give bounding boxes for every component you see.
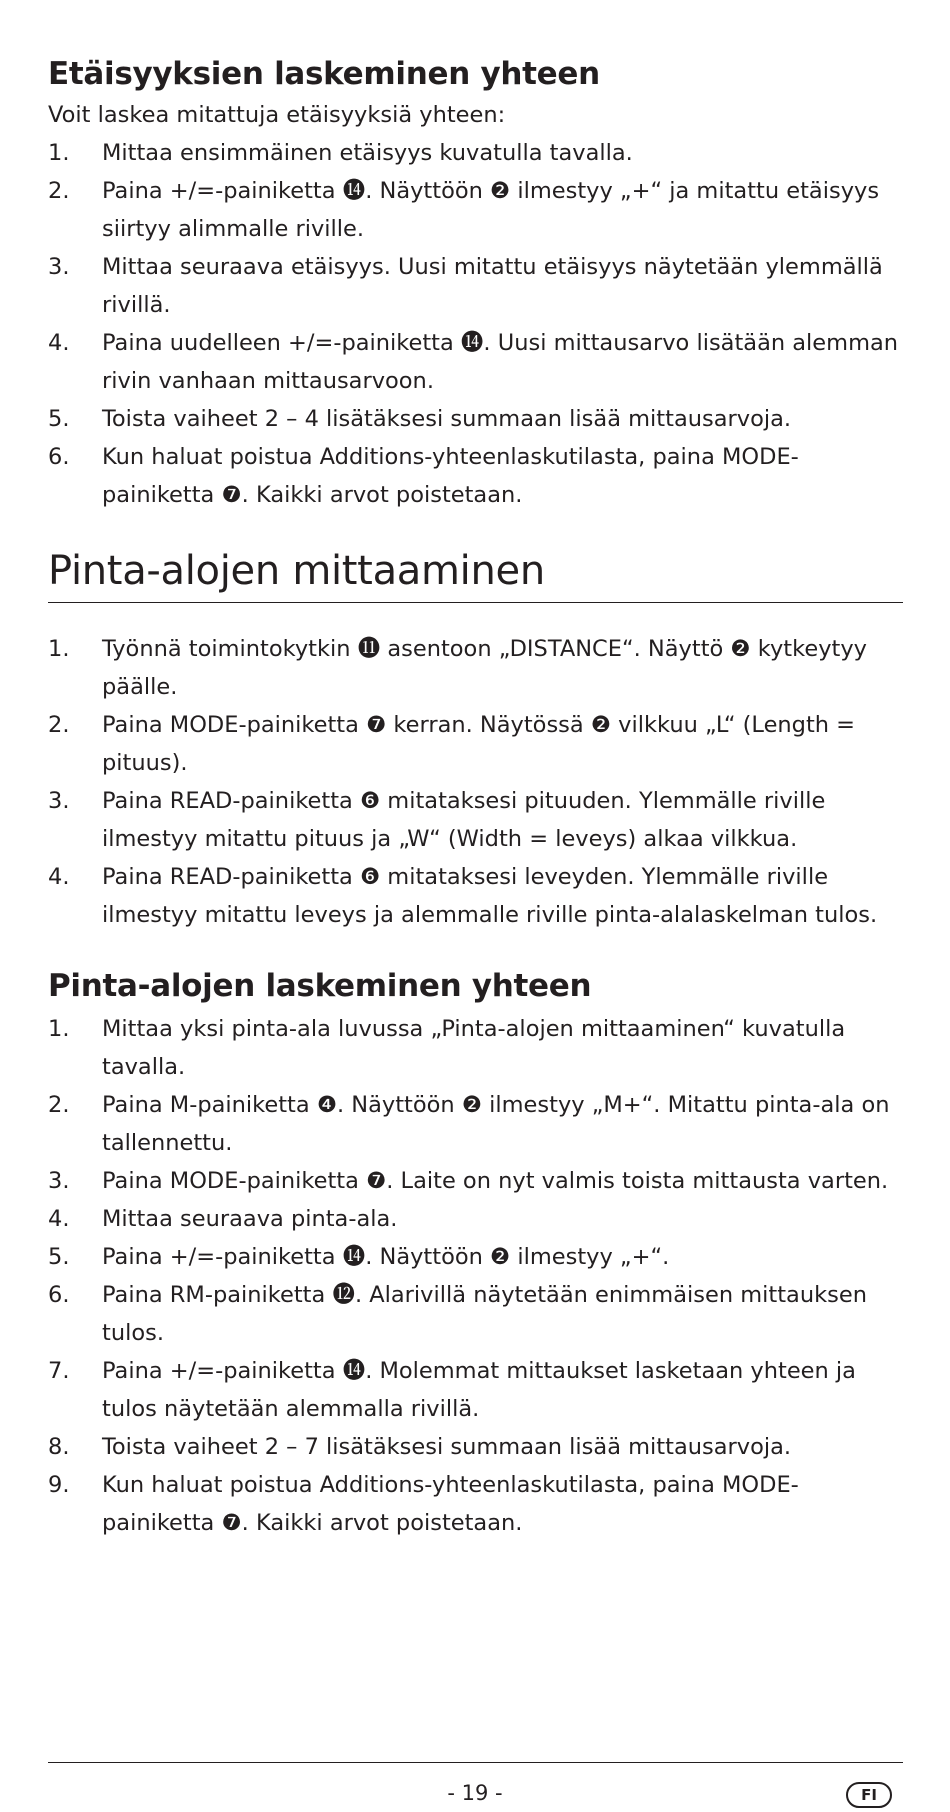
list-item: 9. Kun haluat poistua Additions-yhteenlaskutilasta, paina MODE-painiketta ❼. Kaikki arvot poistetaan.	[48, 1472, 799, 1536]
section-heading-distance-addition: Etäisyyksien laskeminen yhteen	[48, 56, 600, 92]
footer-divider	[48, 1762, 903, 1763]
section-heading-area-measurement: Pinta-alojen mittaaminen	[48, 548, 545, 594]
area-measurement-steps	[48, 630, 903, 934]
section-intro: Voit laskea mitattuja etäisyyksiä yhteen:	[48, 102, 506, 128]
area-addition-steps	[48, 1010, 903, 1542]
section-heading-area-addition: Pinta-alojen laskeminen yhteen	[48, 968, 592, 1004]
list-item: 1. Mittaa ensimmäinen etäisyys kuvatulla tavalla.	[48, 140, 633, 166]
list-item: 5. Paina +/=-painiketta ⓮. Näyttöön ❷ ilmestyy „+“.	[48, 1244, 670, 1270]
list-item: 1. Työnnä toimintokytkin ⓫ asentoon „DISTANCE“. Näyttö ❷ kytkeytyy päälle.	[48, 636, 867, 700]
list-item: 3. Mittaa seuraava etäisyys. Uusi mitattu etäisyys näytetään ylemmällä rivillä.	[48, 254, 883, 318]
list-item: 7. Paina +/=-painiketta ⓮. Molemmat mittaukset lasketaan yhteen ja tulos näytetään alemmalla rivillä.	[48, 1358, 856, 1422]
list-item: 1. Mittaa yksi pinta-ala luvussa „Pinta-alojen mittaaminen“ kuvatulla tavalla.	[48, 1016, 846, 1080]
list-item: 6. Kun haluat poistua Additions-yhteenlaskutilasta, paina MODE-painiketta ❼. Kaikki arvot poistetaan.	[48, 444, 799, 508]
list-item: 8. Toista vaiheet 2 – 7 lisätäksesi summaan lisää mittausarvoja.	[48, 1434, 792, 1460]
distance-addition-steps	[48, 134, 903, 514]
list-item: 3. Paina READ-painiketta ❻ mitataksesi pituuden. Ylemmälle riville ilmestyy mitattu pituus ja „W“ (Width = leveys) alkaa vilkkua.	[48, 788, 826, 852]
list-item: 2. Paina +/=-painiketta ⓮. Näyttöön ❷ ilmestyy „+“ ja mitattu etäisyys siirtyy alimmalle riville.	[48, 178, 880, 242]
list-item: 4. Paina uudelleen +/=-painiketta ⓮. Uusi mittausarvo lisätään alemman rivin vanhaan mittausarvoon.	[48, 330, 899, 394]
page-number: - 19 -	[447, 1781, 503, 1805]
list-item: 6. Paina RM-painiketta ⓬. Alarivillä näytetään enimmäisen mittauksen tulos.	[48, 1282, 867, 1346]
list-item: 2. Paina MODE-painiketta ❼ kerran. Näytössä ❷ vilkkuu „L“ (Length = pituus).	[48, 712, 856, 776]
list-item: 5. Toista vaiheet 2 – 4 lisätäksesi summaan lisää mittausarvoja.	[48, 406, 792, 432]
list-item: 4. Paina READ-painiketta ❻ mitataksesi leveyden. Ylemmälle riville ilmestyy mitattu leveys ja alemmalle riville pinta-alalaskelman tulos.	[48, 864, 878, 928]
language-badge: FI	[846, 1782, 892, 1808]
list-item: 2. Paina M-painiketta ❹. Näyttöön ❷ ilmestyy „M+“. Mitattu pinta-ala on tallennettu.	[48, 1092, 890, 1156]
heading-divider	[48, 602, 903, 603]
list-item: 4. Mittaa seuraava pinta-ala.	[48, 1206, 398, 1232]
list-item: 3. Paina MODE-painiketta ❼. Laite on nyt valmis toista mittausta varten.	[48, 1168, 889, 1194]
